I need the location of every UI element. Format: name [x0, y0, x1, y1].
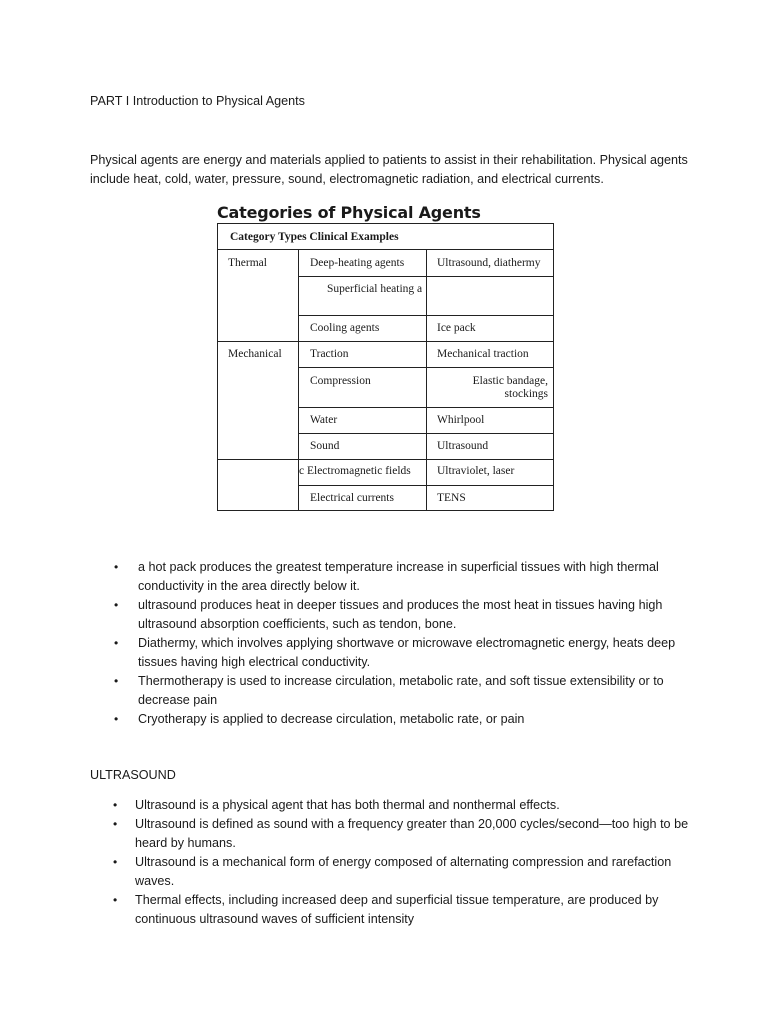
list-item-text: Thermal effects, including increased deep and superficial tissue temperature, are produced by continuous ultrasound waves of sufficient intensity: [135, 893, 659, 926]
bullet-icon: •: [114, 560, 119, 574]
list-item: [114, 710, 698, 729]
list-item-text: a hot pack produces the greatest temperature increase in superficial tissues with high thermal conductivity in the area directly below it.: [138, 560, 659, 593]
type-cell: Sound: [310, 440, 340, 452]
example-cell: Elastic bandage,: [472, 375, 548, 387]
bullet-icon: •: [114, 674, 119, 688]
bullet-icon: •: [114, 636, 119, 650]
page-title: PART I Introduction to Physical Agents: [90, 94, 305, 108]
example-cell: Ultrasound: [437, 440, 489, 452]
list-item: [113, 891, 695, 929]
example-cell: Whirlpool: [437, 414, 485, 426]
type-cell: Water: [310, 414, 338, 426]
type-cell: Cooling agents: [310, 322, 380, 334]
list-item-text: Ultrasound is a physical agent that has both thermal and nonthermal effects.: [135, 798, 560, 812]
table-header: Category Types Clinical Examples: [230, 231, 399, 243]
list-item-text: ultrasound produces heat in deeper tissues and produces the most heat in tissues having high ultrasound absorption coefficients, such as tendon, bone.: [138, 598, 663, 631]
example-cell: Ice pack: [437, 322, 476, 334]
list-item: [114, 634, 698, 672]
bullet-icon: •: [113, 893, 118, 907]
section-heading: ULTRASOUND: [90, 768, 176, 782]
list-item-text: Cryotherapy is applied to decrease circulation, metabolic rate, or pain: [138, 712, 525, 726]
list-item-text: Diathermy, which involves applying shortwave or microwave electromagnetic energy, heats deep tissues having high electrical conductivity.: [138, 636, 676, 669]
example-cell: Ultrasound, diathermy: [437, 257, 541, 269]
ultrasound-bullet-list: [113, 796, 695, 929]
list-item: [114, 672, 698, 710]
bullet-icon: •: [113, 798, 118, 812]
bullet-icon: •: [114, 712, 119, 726]
category-cell: Thermal: [228, 257, 267, 269]
list-item: [113, 796, 695, 815]
table-rule: [218, 459, 553, 460]
type-cell: Superficial heating a: [327, 283, 423, 295]
type-cell: Deep-heating agents: [310, 257, 405, 269]
figure-title: Categories of Physical Agents: [217, 203, 481, 222]
table-rule: [218, 341, 553, 342]
physical-agents-table: [217, 223, 554, 511]
list-item-text: Ultrasound is defined as sound with a frequency greater than 20,000 cycles/second—too high to be heard by humans.: [135, 817, 689, 850]
bullet-icon: •: [113, 855, 118, 869]
example-cell: Ultraviolet, laser: [437, 465, 515, 477]
example-cell: Mechanical traction: [437, 348, 529, 360]
list-item: [114, 558, 698, 596]
table-rule: [426, 249, 427, 510]
example-cell: stockings: [504, 388, 548, 400]
type-cell: Compression: [310, 375, 371, 387]
table-rule: [218, 249, 553, 250]
list-item-text: Ultrasound is a mechanical form of energy composed of alternating compression and rarefaction waves.: [135, 855, 672, 888]
intro-paragraph: Physical agents are energy and materials applied to patients to assist in their rehabilitation. Physical agents include heat, cold, water, pressure, sound, electromagnetic radiation, and electrical currents.: [90, 153, 688, 186]
type-cell: Electrical currents: [310, 492, 394, 504]
bullet-icon: •: [114, 598, 119, 612]
list-item: [114, 596, 698, 634]
type-cell: c Electromagnetic fields: [299, 465, 411, 477]
effects-bullet-list: [114, 558, 698, 729]
list-item: [113, 853, 695, 891]
list-item: [113, 815, 695, 853]
type-cell: Traction: [310, 348, 349, 360]
category-cell: Mechanical: [228, 348, 282, 360]
bullet-icon: •: [113, 817, 118, 831]
list-item-text: Thermotherapy is used to increase circulation, metabolic rate, and soft tissue extensibility or to decrease pain: [138, 674, 664, 707]
example-cell: TENS: [437, 492, 466, 504]
